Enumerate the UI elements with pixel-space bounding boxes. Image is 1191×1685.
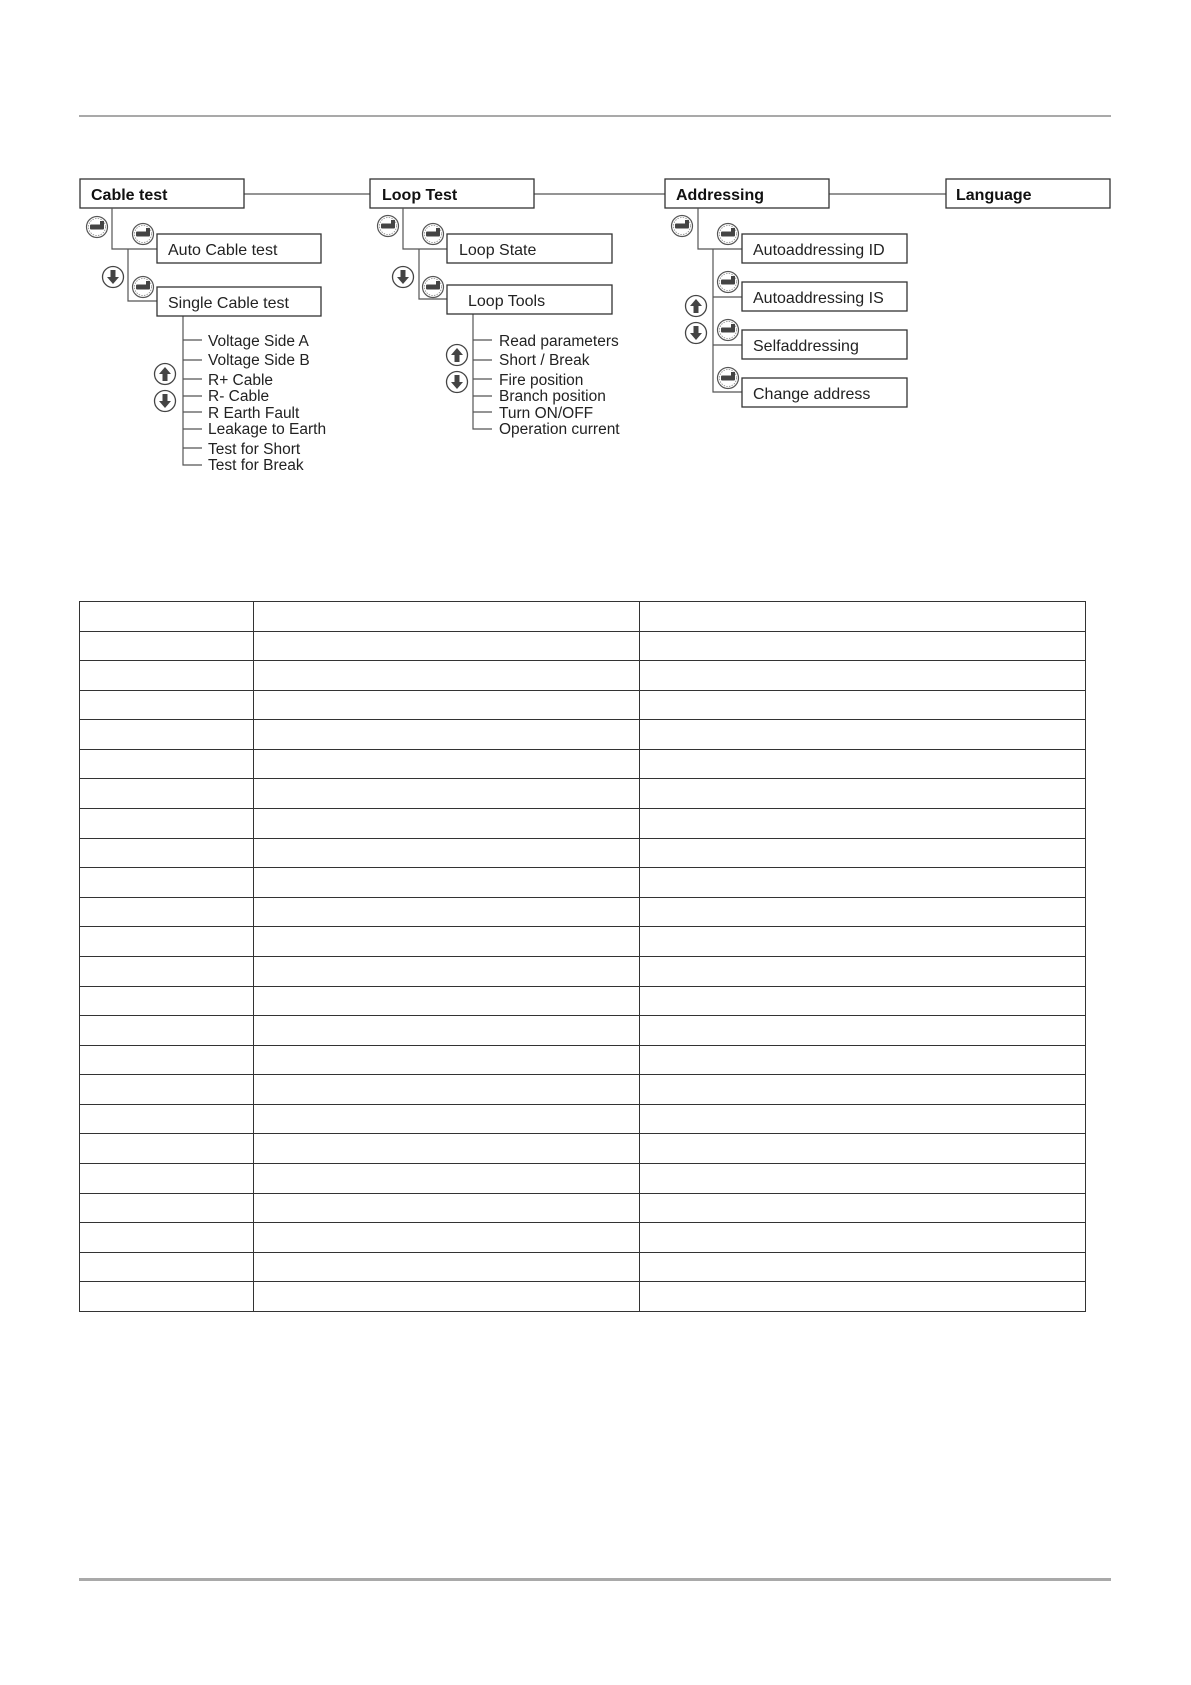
table-cell [254, 868, 640, 898]
table-cell [80, 986, 254, 1016]
table-row [80, 1075, 1086, 1105]
table-cell [640, 1104, 1086, 1134]
table-cell [640, 1075, 1086, 1105]
auto-cable-test-label: Auto Cable test [168, 242, 278, 259]
table-row [80, 897, 1086, 927]
table-cell [254, 927, 640, 957]
addressing-item-label: Autoaddressing IS [753, 290, 884, 307]
table-cell [80, 1045, 254, 1075]
table-cell [80, 897, 254, 927]
arrow-down-icon [686, 323, 707, 344]
arrow-down-icon [447, 372, 468, 393]
table-cell [254, 602, 640, 632]
table-cell [80, 868, 254, 898]
table-cell [80, 631, 254, 661]
table-cell [254, 1193, 640, 1223]
table-row [80, 986, 1086, 1016]
table-cell [80, 602, 254, 632]
table-row [80, 1163, 1086, 1193]
table-cell [80, 1075, 254, 1105]
language-menu [946, 179, 1110, 208]
table-cell [254, 838, 640, 868]
table-cell [80, 661, 254, 691]
table-cell [254, 1016, 640, 1046]
table-row [80, 927, 1086, 957]
cable-option[interactable]: R- Cable [208, 388, 270, 405]
table-cell [254, 1223, 640, 1253]
table-row [80, 1016, 1086, 1046]
table-cell [80, 956, 254, 986]
addressing-item-label: Autoaddressing ID [753, 242, 885, 259]
addressing-menu [665, 179, 907, 407]
table-cell [80, 1252, 254, 1282]
table-cell [640, 986, 1086, 1016]
table-cell [80, 1134, 254, 1164]
cable-option[interactable]: Voltage Side B [208, 352, 310, 369]
table-cell [80, 838, 254, 868]
table-cell [80, 1282, 254, 1312]
enter-key-icon [423, 277, 444, 298]
table-row [80, 661, 1086, 691]
table-row [80, 1193, 1086, 1223]
cable-test-title: Cable test [91, 187, 168, 204]
table-row [80, 809, 1086, 839]
table-cell [254, 1252, 640, 1282]
table-cell [640, 809, 1086, 839]
table-cell [254, 1163, 640, 1193]
enter-key-icon [378, 216, 399, 237]
table-cell [254, 1104, 640, 1134]
cable-test-menu [80, 179, 326, 474]
table-cell [80, 720, 254, 750]
table-row [80, 749, 1086, 779]
menu-diagram [0, 0, 1191, 500]
table-row [80, 690, 1086, 720]
table-cell [254, 749, 640, 779]
table-cell [80, 779, 254, 809]
table-cell [254, 897, 640, 927]
blank-table [79, 601, 1086, 1312]
table-row [80, 1282, 1086, 1312]
single-cable-test-label: Single Cable test [168, 295, 289, 312]
loop-tool-option[interactable]: Operation current [499, 421, 620, 438]
enter-key-icon [718, 224, 739, 245]
table-cell [80, 1223, 254, 1253]
table-cell [254, 779, 640, 809]
arrow-up-icon [447, 345, 468, 366]
enter-key-icon [672, 216, 693, 237]
table-cell [640, 1282, 1086, 1312]
arrow-up-icon [155, 364, 176, 385]
table-cell [254, 631, 640, 661]
table-row [80, 838, 1086, 868]
arrow-down-icon [155, 391, 176, 412]
cable-option[interactable]: R+ Cable [208, 372, 274, 389]
enter-key-icon [718, 272, 739, 293]
table-cell [640, 602, 1086, 632]
table-cell [640, 1193, 1086, 1223]
table-row [80, 602, 1086, 632]
table-cell [80, 1016, 254, 1046]
table-cell [640, 720, 1086, 750]
table-cell [254, 1282, 640, 1312]
table-cell [80, 1193, 254, 1223]
language-title: Language [956, 187, 1032, 204]
table-row [80, 956, 1086, 986]
table-cell [254, 720, 640, 750]
arrow-down-icon [393, 267, 414, 288]
table-cell [640, 868, 1086, 898]
table-cell [640, 779, 1086, 809]
table-cell [640, 1045, 1086, 1075]
table-cell [80, 1163, 254, 1193]
table-cell [254, 986, 640, 1016]
loop-tool-option[interactable]: Fire position [499, 372, 584, 389]
table-cell [640, 1252, 1086, 1282]
cable-option[interactable]: Test for Break [208, 457, 304, 474]
table-cell [254, 1045, 640, 1075]
table-cell [640, 661, 1086, 691]
enter-key-icon [423, 224, 444, 245]
table-cell [640, 749, 1086, 779]
cable-option[interactable]: Test for Short [208, 441, 301, 458]
table-cell [640, 897, 1086, 927]
table-cell [254, 1075, 640, 1105]
table-cell [254, 809, 640, 839]
enter-key-icon [133, 277, 154, 298]
loop-tools-label: Loop Tools [468, 293, 546, 310]
cable-option[interactable]: R Earth Fault [208, 405, 300, 422]
loop-test-title: Loop Test [382, 187, 458, 204]
table-cell [254, 661, 640, 691]
table-cell [254, 956, 640, 986]
cable-option[interactable]: Leakage to Earth [208, 421, 327, 438]
loop-tool-option[interactable]: Read parameters [499, 333, 619, 350]
footer-rule [79, 1578, 1111, 1581]
table-cell [640, 956, 1086, 986]
table-cell [640, 1134, 1086, 1164]
cable-option[interactable]: Voltage Side A [208, 333, 309, 350]
enter-key-icon [87, 217, 108, 238]
table-cell [254, 690, 640, 720]
table-cell [640, 927, 1086, 957]
table-cell [640, 838, 1086, 868]
table-cell [80, 690, 254, 720]
table-cell [640, 1163, 1086, 1193]
table-row [80, 1045, 1086, 1075]
table-cell [80, 749, 254, 779]
table-row [80, 868, 1086, 898]
arrow-down-icon [103, 267, 124, 288]
table-row [80, 631, 1086, 661]
addressing-item-label: Change address [753, 386, 871, 403]
table-cell [80, 809, 254, 839]
table-cell [640, 690, 1086, 720]
addressing-title: Addressing [676, 187, 765, 204]
table-row [80, 1252, 1086, 1282]
loop-test-menu [370, 179, 620, 438]
loop-tool-option[interactable]: Short / Break [499, 352, 590, 369]
table-cell [640, 1016, 1086, 1046]
table-cell [254, 1134, 640, 1164]
loop-tool-option[interactable]: Turn ON/OFF [499, 405, 594, 422]
arrow-up-icon [686, 296, 707, 317]
table-row [80, 779, 1086, 809]
loop-state-label: Loop State [459, 242, 537, 259]
enter-key-icon [718, 320, 739, 341]
enter-key-icon [718, 368, 739, 389]
table-row [80, 1223, 1086, 1253]
table-row [80, 1134, 1086, 1164]
table-cell [80, 1104, 254, 1134]
addressing-item-label: Selfaddressing [753, 338, 859, 355]
table-row [80, 1104, 1086, 1134]
table-cell [640, 1223, 1086, 1253]
loop-tool-option[interactable]: Branch position [499, 388, 606, 405]
table-cell [640, 631, 1086, 661]
table-row [80, 720, 1086, 750]
enter-key-icon [133, 224, 154, 245]
table-cell [80, 927, 254, 957]
